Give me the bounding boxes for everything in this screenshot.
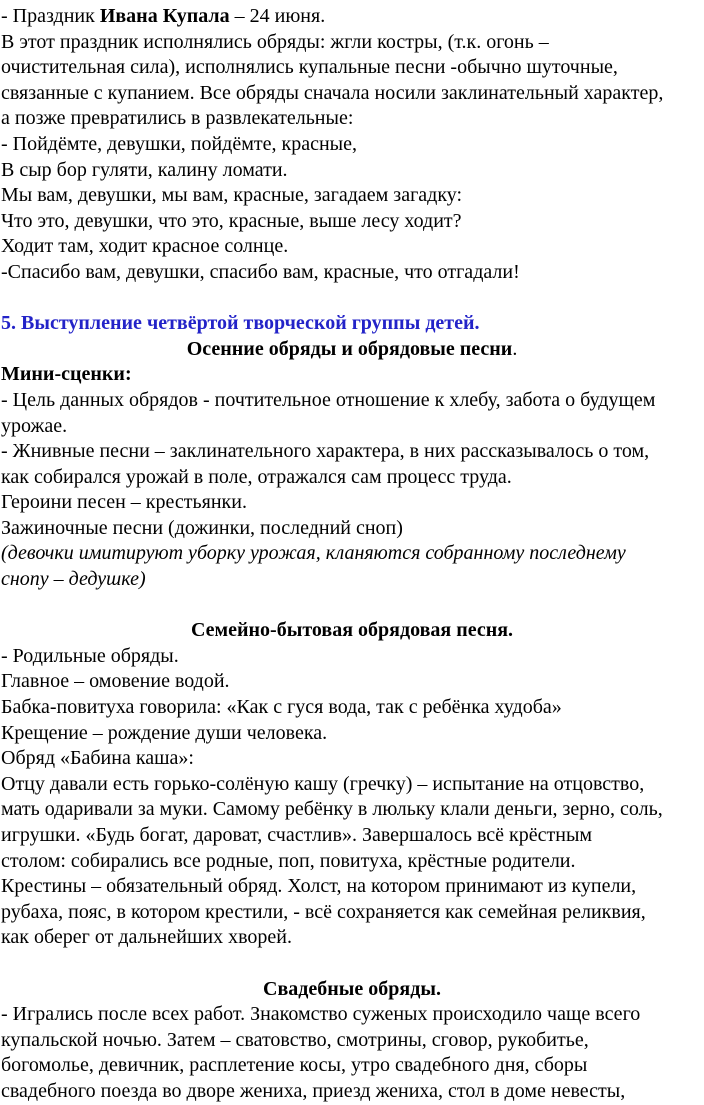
- family-line: Бабка-повитуха говорила: «Как с гуся вода, так с ребёнка худоба»: [1, 696, 562, 719]
- kupala-intro-prefix: - Праздник: [1, 5, 100, 27]
- family-line: Крещение – рождение души человека.: [1, 721, 328, 744]
- family-line: мать одаривали за муки. Самому ребёнку в люльку клали деньги, зерно, соль,: [1, 798, 663, 821]
- autumn-line: - Жнивные песни – заклинательного характера, в них рассказывалось о том,: [1, 440, 650, 463]
- spacer: [0, 951, 704, 977]
- kupala-intro: [0, 4, 704, 30]
- autumn-line: - Цель данных обрядов - почтительное отношение к хлебу, забота о будущем: [1, 388, 656, 411]
- section-5-heading: 5. Выступление четвёртой творческой группы детей.: [1, 312, 480, 335]
- kupala-holiday-name: Ивана Купала: [99, 5, 230, 27]
- wedding-line: богомолье, девичник, расплетение косы, утро свадебного дня, сборы: [1, 1054, 588, 1077]
- kupala-intro-date: – 24 июня.: [229, 5, 326, 27]
- spacer: [0, 286, 704, 312]
- mini-scenes-label: Мини-сценки:: [1, 363, 132, 386]
- autumn-line: Зажиночные песни (дожинки, последний сноп): [1, 516, 403, 539]
- kupala-song-line: В сыр бор гуляти, калину ломати.: [1, 158, 288, 181]
- family-rites-heading: Семейно-бытовая обрядовая песня.: [190, 619, 514, 642]
- kupala-desc-line: связанные с купанием. Все обряды сначала носили заклинательный характер,: [1, 81, 664, 104]
- kupala-desc-line: очистительная сила), исполнялись купальные песни -обычно шуточные,: [1, 56, 618, 79]
- family-line: столом: собирались все родные, поп, повитуха, крёстные родители.: [1, 849, 576, 872]
- autumn-rites-dot: .: [512, 337, 518, 360]
- family-line: Отцу давали есть горько-солёную кашу (гречку) – испытание на отцовство,: [1, 772, 645, 795]
- autumn-line: урожае.: [1, 414, 68, 437]
- family-line: Главное – омовение водой.: [1, 670, 230, 693]
- autumn-rites-subtitle: [0, 337, 704, 363]
- wedding-line: - Игрались после всех работ. Знакомство суженых происходило чаще всего: [1, 1003, 641, 1026]
- kupala-desc-line: а позже превратились в развлекательные:: [1, 107, 354, 130]
- family-line: как оберег от дальнейших хворей.: [1, 926, 292, 949]
- spacer: [0, 593, 704, 619]
- kupala-desc-line: В этот праздник исполнялись обряды: жгли костры, (т.к. огонь –: [1, 30, 549, 53]
- kupala-song-line: -Спасибо вам, девушки, спасибо вам, красные, что отгадали!: [1, 260, 520, 283]
- wedding-rites-heading: Свадебные обряды.: [263, 977, 441, 1000]
- autumn-rites-title: Осенние обряды и обрядовые песни: [186, 337, 513, 360]
- family-line: Крестины – обязательный обряд. Холст, на котором принимают из купели,: [1, 875, 637, 898]
- kupala-song-line: - Пойдёмте, девушки, пойдёмте, красные,: [1, 132, 357, 155]
- wedding-line: свадебного поезда во дворе жениха, приезд жениха, стол в доме невесты,: [1, 1079, 626, 1102]
- kupala-song-line: Что это, девушки, что это, красные, выше лесу ходит?: [1, 209, 462, 232]
- family-line: игрушки. «Будь богат, дароват, счастлив». Завершалось всё крёстным: [1, 824, 593, 846]
- kupala-song-line: Мы вам, девушки, мы вам, красные, загадаем загадку:: [1, 184, 463, 207]
- document-page: [0, 4, 704, 1105]
- family-line: Обряд «Бабина каша»:: [1, 747, 194, 770]
- family-line: - Родильные обряды.: [1, 644, 179, 667]
- family-line: рубаха, пояс, в котором крестили, - всё сохраняется как семейная реликвия,: [1, 900, 646, 923]
- autumn-line: Героини песен – крестьянки.: [1, 491, 247, 514]
- wedding-line: купальской ночью. Затем – сватовство, смотрины, сговор, рукобитье,: [1, 1028, 589, 1051]
- stage-direction-line: снопу – дедушке): [1, 568, 146, 591]
- stage-direction-line: (девочки имитируют уборку урожая, кланяются собранному последнему: [1, 542, 626, 565]
- autumn-line: как собирался урожай в поле, отражался сам процесс труда.: [1, 465, 512, 488]
- kupala-song-line: Ходит там, ходит красное солнце.: [1, 235, 289, 258]
